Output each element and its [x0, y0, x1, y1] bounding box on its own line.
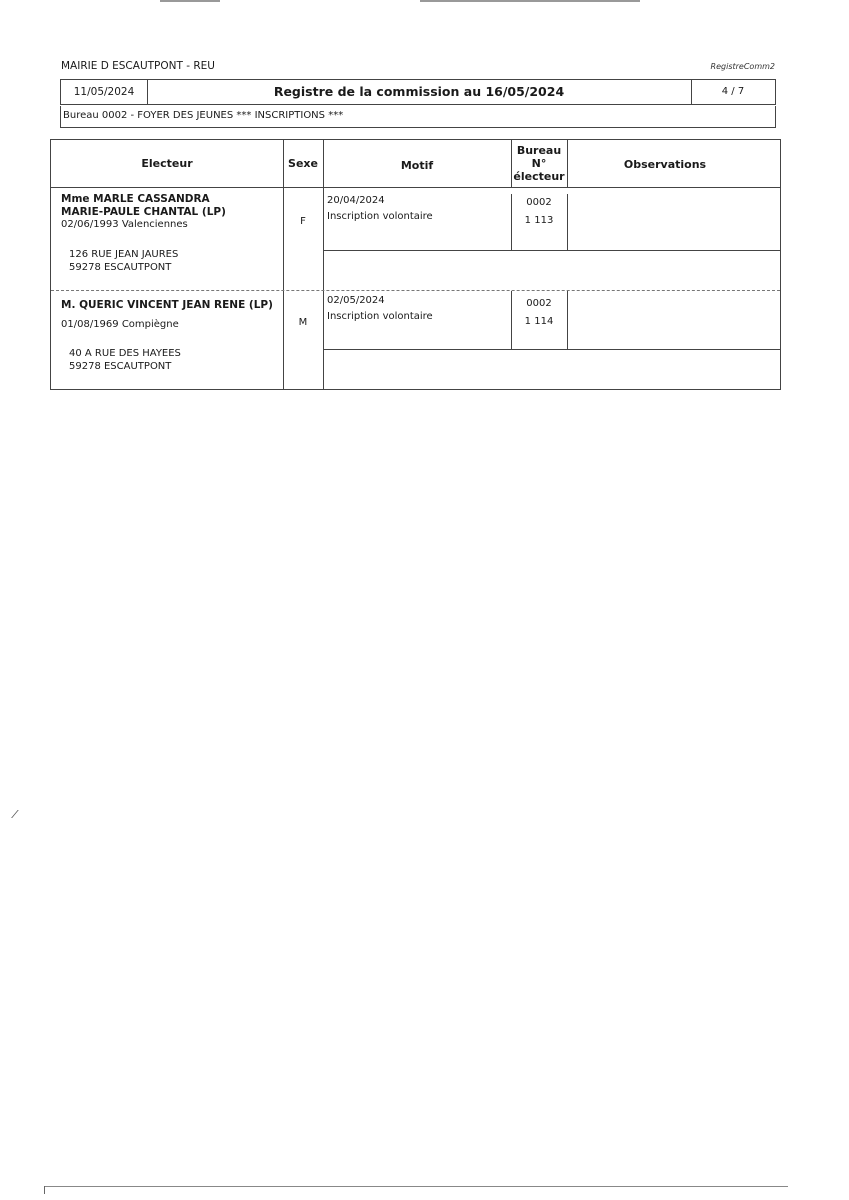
header-row-divider [51, 187, 780, 188]
motif-date: 02/05/2024 [327, 295, 385, 306]
column-divider [567, 291, 568, 349]
footer-rule [44, 1186, 788, 1187]
bureau-number: 0002 [526, 298, 552, 309]
header-box [60, 79, 776, 105]
elector-birth: 01/08/1969 Compiègne [61, 319, 179, 330]
registry-table [50, 139, 781, 390]
bureau-number: 0002 [526, 197, 552, 208]
elector-address: 40 A RUE DES HAYEES [69, 348, 181, 359]
motif-date: 20/04/2024 [327, 195, 385, 206]
pen-mark: ⁄ [14, 808, 16, 821]
header-date: 11/05/2024 [61, 80, 148, 104]
elector-name: Mme MARLE CASSANDRA [61, 193, 210, 205]
row-divider [51, 290, 780, 291]
scan-artifact [420, 0, 640, 2]
column-header-sexe: Sexe [288, 157, 318, 170]
column-header-motif: Motif [400, 159, 434, 172]
elector-sexe: F [300, 216, 306, 227]
elector-name: M. QUERIC VINCENT JEAN RENE (LP) [61, 299, 273, 311]
mairie-name: MAIRIE D ESCAUTPONT - REU [61, 60, 215, 72]
column-divider [567, 194, 568, 250]
elector-address: 59278 ESCAUTPONT [69, 262, 172, 273]
motif-text: Inscription volontaire [327, 311, 433, 322]
bureau-label: Bureau 0002 - FOYER DES JEUNES *** INSCRIPTIONS *** [60, 106, 776, 128]
column-header-bureau-line: N° [531, 157, 547, 170]
row-divider [323, 250, 780, 251]
elector-number: 1 113 [524, 215, 554, 226]
elector-address: 59278 ESCAUTPONT [69, 361, 172, 372]
elector-birth: 02/06/1993 Valenciennes [61, 219, 188, 230]
footer-tick [44, 1186, 45, 1194]
scan-artifact [160, 0, 220, 2]
motif-text: Inscription volontaire [327, 211, 433, 222]
column-header-bureau-line: Bureau [516, 144, 562, 157]
column-header-bureau [511, 144, 567, 183]
report-code: RegistreComm2 [710, 62, 775, 71]
elector-number: 1 114 [524, 316, 554, 327]
elector-sexe: M [298, 317, 308, 328]
row-divider [323, 349, 780, 350]
page-number: 4 / 7 [721, 86, 745, 97]
page-title: Registre de la commission au 16/05/2024 [147, 80, 692, 104]
column-header-electeur: Electeur [141, 157, 193, 170]
elector-name: MARIE-PAULE CHANTAL (LP) [61, 206, 226, 218]
column-header-observations: Observations [623, 158, 707, 171]
column-header-bureau-line: électeur [513, 170, 565, 183]
column-divider [283, 140, 284, 389]
elector-address: 126 RUE JEAN JAURES [69, 249, 179, 260]
column-divider [323, 140, 324, 389]
